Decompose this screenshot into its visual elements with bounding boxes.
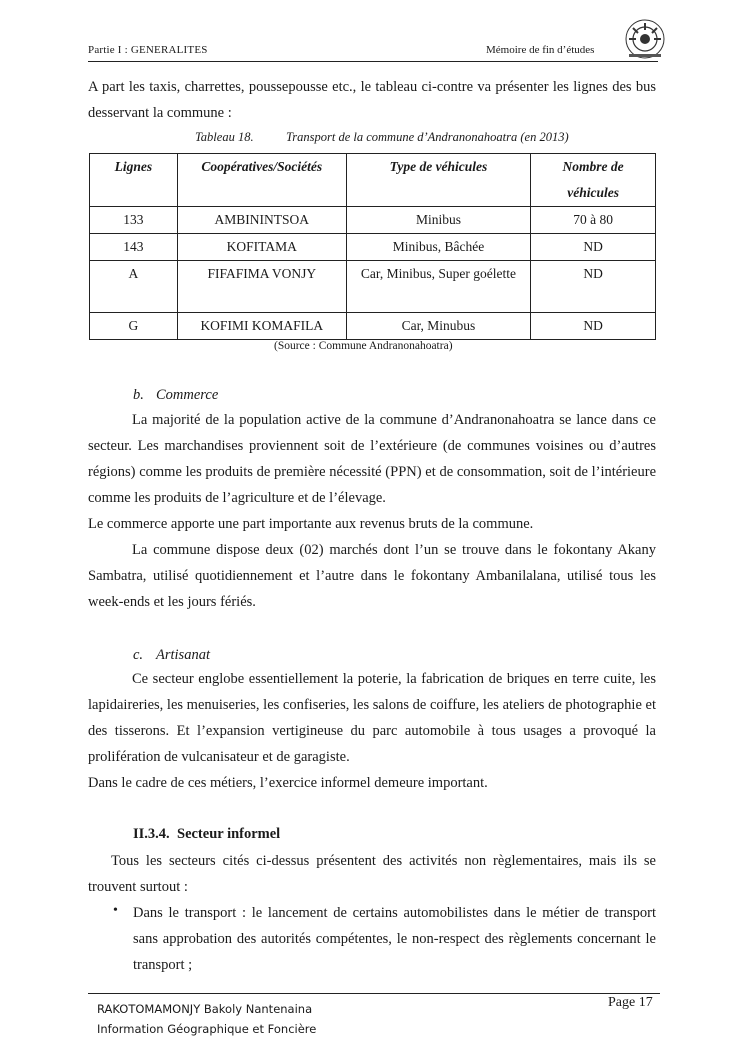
commerce-paragraph-3: La commune dispose deux (02) marchés dont l’un se trouve dans le fokontany Akany Sambatra, utilisé quotidiennement et l’autre dans le fokontany Ambanilalana, utilisé tous les week-ends et les jours fériés. — [88, 542, 656, 610]
artisanat-paragraph-1: Ce secteur englobe essentiellement la poterie, la fabrication de briques en terre cuite, les lapidaireries, les menuiseries, les confiseries, les salons de coiffure, les ateliers de photographie et des tisserons. Et l’expansion vertigineuse du parc automobile à tous usages a provoqué la prolifération de vulcanisateur et de garagiste. — [88, 671, 656, 765]
table-cell: G — [90, 313, 178, 340]
table-cell: Car, Minibus, Super goélette — [346, 261, 531, 313]
commerce-paragraph-1: La majorité de la population active de la commune d’Andranonahoatra se lance dans ce secteur. Les marchandises proviennent soit de l’extérieure (de communes voisines ou d’autres régions) comme les produits de première nécessité (PPN) et de consommation, soit de l’intérieure comme les produits de l’agriculture et de l’élevage. — [88, 412, 656, 506]
transport-table — [89, 153, 656, 340]
informel-bullet-item: Dans le transport : le lancement de certains automobilistes dans le métier de transport sans approbation des autorités compétentes, le non-respect des règlements concernant le transport ; — [133, 905, 656, 973]
header-part-title: Partie I : GENERALITES — [88, 44, 208, 56]
table-row — [90, 261, 656, 313]
header-lignes: Lignes — [90, 154, 178, 207]
footer-divider — [88, 993, 660, 994]
table-cell: ND — [531, 313, 656, 340]
table-cell: ND — [531, 234, 656, 261]
header-nombre-vehicules: Nombre de véhicules — [531, 154, 656, 207]
footer-info — [97, 999, 316, 1039]
commerce-marker: b. — [133, 387, 144, 403]
intro-paragraph: A part les taxis, charrettes, poussepousse etc., le tableau ci-contre va présenter les lignes des bus desservant la commune : — [88, 79, 656, 121]
table-row — [90, 207, 656, 234]
table-row — [90, 234, 656, 261]
table-cell: FIFAFIMA VONJY — [177, 261, 346, 313]
table-cell: KOFIMI KOMAFILA — [177, 313, 346, 340]
informel-section-number: II.3.4. — [133, 826, 170, 842]
informel-paragraph: Tous les secteurs cités ci-dessus présentent des activités non règlementaires, mais ils se trouvent surtout : — [88, 853, 656, 895]
table-source: (Source : Commune Andranonahoatra) — [274, 340, 453, 352]
table-caption-title: Transport de la commune d’Andranonahoatra (en 2013) — [286, 130, 569, 144]
artisanat-heading: Artisanat — [156, 647, 210, 663]
header-cooperatives: Coopératives/Sociétés — [177, 154, 346, 207]
university-logo-icon — [624, 18, 666, 60]
header-document-title: Mémoire de fin d’études — [486, 44, 595, 56]
table-cell: Minibus, Bâchée — [346, 234, 531, 261]
table-cell: A — [90, 261, 178, 313]
table-cell: 133 — [90, 207, 178, 234]
table-cell: AMBININTSOA — [177, 207, 346, 234]
table-caption-number: Tableau 18. — [195, 130, 254, 144]
table-header-row — [90, 154, 656, 207]
page-number: Page 17 — [608, 995, 653, 1010]
table-cell: ND — [531, 261, 656, 313]
footer-author: RAKOTOMAMONJY Bakoly Nantenaina — [97, 1002, 313, 1016]
informel-heading: Secteur informel — [177, 826, 281, 842]
artisanat-marker: c. — [133, 647, 144, 663]
table-cell: Minibus — [346, 207, 531, 234]
footer-program: Information Géographique et Foncière — [97, 1022, 317, 1036]
header-type-vehicules: Type de véhicules — [346, 154, 531, 207]
header-divider — [88, 61, 658, 62]
table-cell: 70 à 80 — [531, 207, 656, 234]
commerce-heading: Commerce — [156, 387, 219, 403]
commerce-paragraph-2: Le commerce apporte une part importante aux revenus bruts de la commune. — [88, 516, 534, 532]
table-cell: Car, Minubus — [346, 313, 531, 340]
artisanat-paragraph-2: Dans le cadre de ces métiers, l’exercice informel demeure important. — [88, 775, 488, 791]
bullet-icon: • — [113, 903, 118, 918]
table-cell: 143 — [90, 234, 178, 261]
table-row — [90, 313, 656, 340]
table-cell: KOFITAMA — [177, 234, 346, 261]
